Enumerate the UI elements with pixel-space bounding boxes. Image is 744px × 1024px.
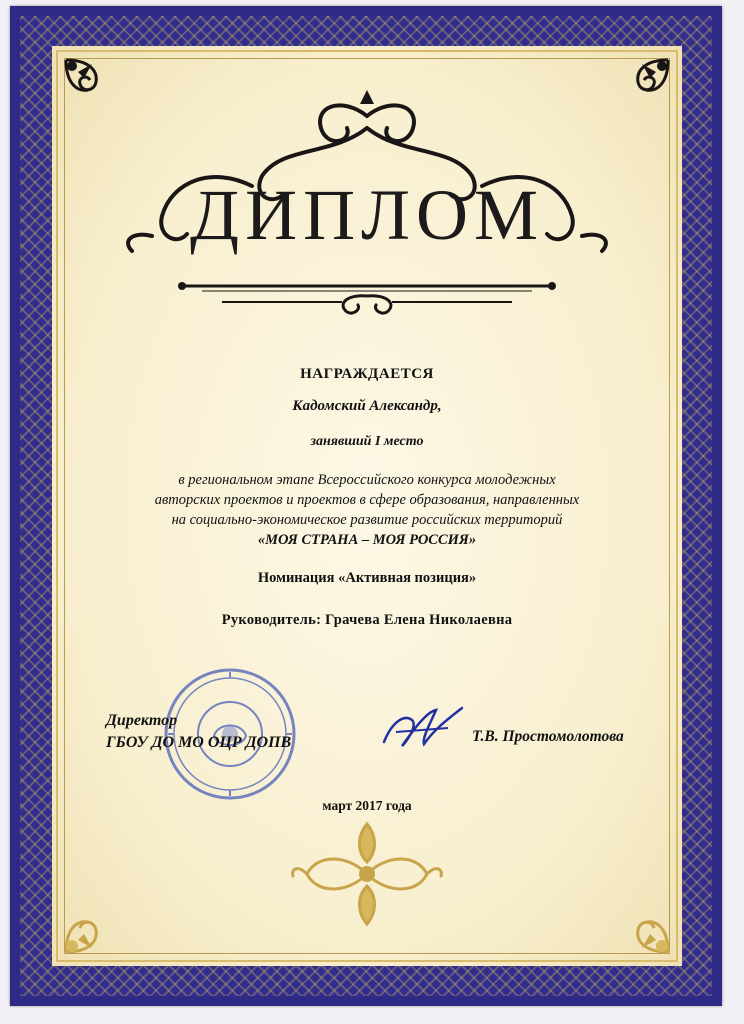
corner-flourish-icon xyxy=(606,890,676,960)
corner-flourish-icon xyxy=(58,890,128,960)
recipient-name: Кадомский Александр, xyxy=(292,398,442,414)
contest-description xyxy=(82,470,652,550)
description-line: на социально-экономическое развитие российских территорий xyxy=(171,512,563,528)
diploma-paper xyxy=(52,46,682,966)
director-title xyxy=(106,710,291,754)
award-header: НАГРАЖДАЕТСЯ xyxy=(300,366,434,382)
nomination-text: Номинация «Активная позиция» xyxy=(257,570,477,586)
description-line: авторских проектов и проектов в сфере образования, направленных xyxy=(154,492,580,508)
diploma-sheet xyxy=(10,6,722,1006)
supervisor-text: Руководитель: Грачева Елена Николаевна xyxy=(221,612,513,628)
gold-floral-icon xyxy=(287,814,447,934)
signer-name: Т.В. Простомолотова xyxy=(472,728,624,745)
director-title-line: Директор xyxy=(106,712,178,729)
diploma-title: ДИПЛОМ xyxy=(190,175,544,255)
director-org-line: ГБОУ ДО МО ОЦР ДОПВ xyxy=(106,734,292,751)
issue-date: март 2017 года xyxy=(322,798,412,813)
signature-icon xyxy=(378,702,468,756)
description-line: в региональном этапе Всероссийского конкурса молодежных xyxy=(178,472,556,488)
placement-text: занявший I место xyxy=(310,434,424,449)
contest-name: «МОЯ СТРАНА – МОЯ РОССИЯ» xyxy=(257,532,477,548)
